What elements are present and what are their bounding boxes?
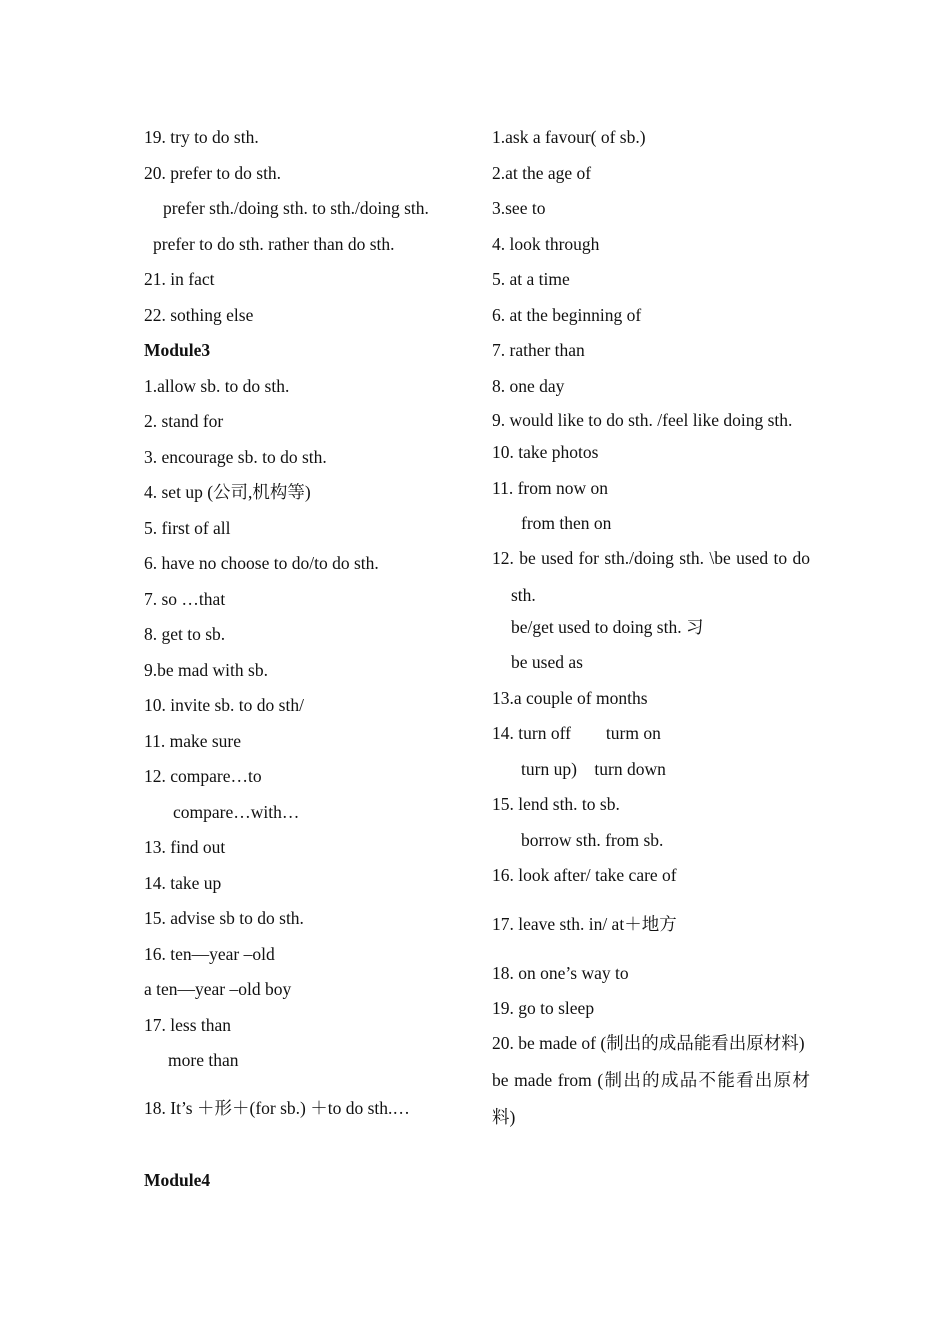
phrase-item: 22. sothing else xyxy=(144,304,254,325)
phrase-item: be/get used to doing sth. 习 xyxy=(511,616,704,637)
phrase-item: be used as xyxy=(511,652,583,672)
phrase-item: 4. look through xyxy=(492,233,600,254)
phrase-item: 18. on one’s way to xyxy=(492,962,629,983)
phrase-item: 14. turn off turm on xyxy=(492,723,661,743)
phrase-item: 2.at the age of xyxy=(492,162,592,183)
phrase-item: 2. stand for xyxy=(144,411,224,431)
phrase-item: 15. lend sth. to sb. xyxy=(492,794,620,814)
phrase-item: 21. in fact xyxy=(144,269,215,289)
phrase-item: 19. go to sleep xyxy=(492,998,595,1018)
phrase-item: 19. try to do sth. xyxy=(144,127,259,147)
phrase-item: 16. ten—year –old xyxy=(144,943,275,964)
phrase-item: 8. one day xyxy=(492,375,565,396)
phrase-item: 3. encourage sb. to do sth. xyxy=(144,446,327,467)
right-column xyxy=(492,124,810,1136)
module-heading: Module3 xyxy=(144,340,211,360)
phrase-item: 8. get to sb. xyxy=(144,624,226,644)
phrase-item: 6. at the beginning of xyxy=(492,304,642,325)
phrase-item: 9.be mad with sb. xyxy=(144,659,268,680)
phrase-item: prefer sth./doing sth. to sth./doing sth. xyxy=(163,198,429,218)
phrase-item: 17. leave sth. in/ at＋地方 xyxy=(492,913,677,934)
phrase-item: from then on xyxy=(521,513,612,533)
phrase-item: more than xyxy=(168,1050,239,1070)
phrase-item: 20. be made of (制出的成品能看出原材料) xyxy=(492,1032,805,1053)
phrase-item: 10. take photos xyxy=(492,442,599,462)
phrase-item: a ten—year –old boy xyxy=(144,979,292,999)
phrase-item: 7. so …that xyxy=(144,588,226,609)
phrase-item: 5. at a time xyxy=(492,269,570,289)
phrase-item: 9. would like to do sth. /feel like doing sth. xyxy=(492,410,793,430)
phrase-item: 5. first of all xyxy=(144,517,231,538)
phrase-item: 1.allow sb. to do sth. xyxy=(144,375,290,396)
phrase-item: 17. less than xyxy=(144,1014,232,1035)
phrase-item: 14. take up xyxy=(144,872,222,893)
phrase-item: be made from (制出的成品不能看出原材料) xyxy=(492,1069,810,1127)
phrase-item: 10. invite sb. to do sth/ xyxy=(144,695,304,715)
phrase-item: turn up) turn down xyxy=(521,758,666,779)
phrase-item: 12. be used for sth./doing sth. \be used to do sth. xyxy=(492,547,810,605)
phrase-item: 11. from now on xyxy=(492,477,609,498)
phrase-item: 7. rather than xyxy=(492,340,585,360)
phrase-item: 16. look after/ take care of xyxy=(492,865,677,885)
left-column xyxy=(144,124,464,1202)
phrase-item: prefer to do sth. rather than do sth. xyxy=(153,233,395,254)
phrase-item: borrow sth. from sb. xyxy=(521,829,664,850)
phrase-item: 4. set up (公司,机构等) xyxy=(144,482,311,502)
phrase-item: 12. compare…to xyxy=(144,766,262,786)
phrase-item: 3.see to xyxy=(492,198,546,218)
phrase-item: 13.a couple of months xyxy=(492,687,648,708)
phrase-item: 18. It’s ＋形＋(for sb.) ＋to do sth.… xyxy=(144,1097,410,1118)
phrase-item: 11. make sure xyxy=(144,730,242,751)
phrase-item: 6. have no choose to do/to do sth. xyxy=(144,553,379,573)
phrase-item: 15. advise sb to do sth. xyxy=(144,908,304,928)
module-heading: Module4 xyxy=(144,1169,211,1190)
phrase-item: 1.ask a favour( of sb.) xyxy=(492,127,646,147)
phrase-item: 20. prefer to do sth. xyxy=(144,162,282,183)
phrase-item: compare…with… xyxy=(173,801,300,822)
phrase-item: 13. find out xyxy=(144,837,226,857)
